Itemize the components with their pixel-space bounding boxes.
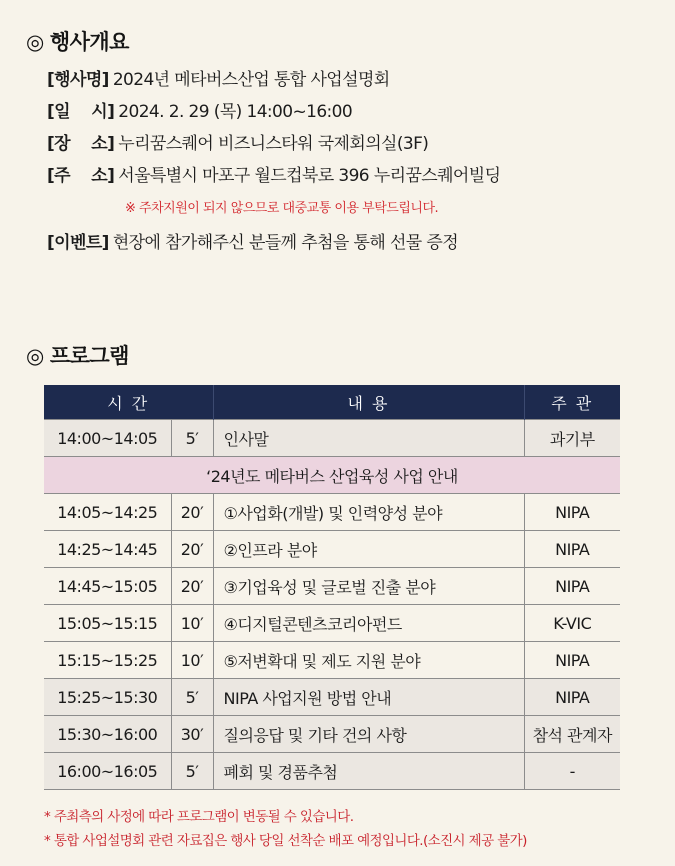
info-row-event-name (47, 65, 390, 90)
row-duration: 10′ (171, 642, 213, 679)
table-row (44, 494, 620, 531)
row-duration: 20′ (171, 568, 213, 605)
header-host: 주 관 (524, 385, 620, 420)
program-title (26, 340, 129, 370)
row-content: ④디지털콘텐츠코리아펀드 (213, 605, 524, 642)
info-row-event (47, 228, 458, 253)
row-content: 인사말 (213, 420, 524, 457)
table-row (44, 642, 620, 679)
info-value: 2024. 2. 29 (목) 14:00~16:00 (118, 102, 353, 122)
info-row-venue (47, 129, 428, 154)
row-time: 14:45~15:05 (44, 568, 171, 605)
info-label: [주 소] (47, 166, 115, 186)
row-duration: 5′ (171, 420, 213, 457)
row-host: K-VIC (524, 605, 620, 642)
row-host: 과기부 (524, 420, 620, 457)
table-row (44, 531, 620, 568)
row-host: NIPA (524, 531, 620, 568)
bullet-icon: ◎ (26, 344, 44, 368)
info-label: [장 소] (47, 134, 115, 154)
row-duration: 5′ (171, 753, 213, 790)
row-content: ①사업화(개발) 및 인력양성 분야 (213, 494, 524, 531)
footnote-schedule-change: * 주최측의 사정에 따라 프로그램이 변동될 수 있습니다. (44, 809, 354, 825)
row-content: NIPA 사업지원 방법 안내 (213, 679, 524, 716)
overview-title (26, 26, 129, 56)
info-label: [행사명] (47, 70, 109, 90)
row-time: 15:15~15:25 (44, 642, 171, 679)
row-duration: 30′ (171, 716, 213, 753)
row-host: - (524, 753, 620, 790)
row-duration: 5′ (171, 679, 213, 716)
table-row (44, 716, 620, 753)
row-time: 15:05~15:15 (44, 605, 171, 642)
footnote-materials: * 통합 사업설명회 관련 자료집은 행사 당일 선착순 배포 예정입니다.(소진시 제공 불가) (44, 833, 527, 849)
row-host: NIPA (524, 642, 620, 679)
row-duration: 10′ (171, 605, 213, 642)
info-value: 누리꿈스퀘어 비즈니스타워 국제회의실(3F) (118, 134, 429, 154)
program-table (44, 385, 620, 790)
row-content: ②인프라 분야 (213, 531, 524, 568)
table-header-row (44, 385, 620, 420)
row-host: NIPA (524, 494, 620, 531)
info-value: 서울특별시 마포구 월드컵북로 396 누리꿈스퀘어빌딩 (118, 166, 501, 186)
row-time: 14:00~14:05 (44, 420, 171, 457)
table-row (44, 753, 620, 790)
row-duration: 20′ (171, 494, 213, 531)
row-time: 15:25~15:30 (44, 679, 171, 716)
info-label: [일 시] (47, 102, 115, 122)
row-host: NIPA (524, 679, 620, 716)
header-time: 시 간 (44, 385, 213, 420)
bullet-icon: ◎ (26, 30, 44, 54)
info-value: 2024년 메타버스산업 통합 사업설명회 (112, 70, 390, 90)
row-time: 14:25~14:45 (44, 531, 171, 568)
program-title-text: 프로그램 (49, 344, 129, 368)
table-row (44, 420, 620, 457)
section-banner: ‘24년도 메타버스 산업육성 사업 안내 (44, 457, 620, 494)
table-row (44, 679, 620, 716)
info-value: 현장에 참가해주신 분들께 추첨을 통해 선물 증정 (112, 233, 459, 253)
row-time: 16:00~16:05 (44, 753, 171, 790)
info-row-address (47, 161, 500, 186)
row-time: 14:05~14:25 (44, 494, 171, 531)
parking-notice: ※ 주차지원이 되지 않으므로 대중교통 이용 부탁드립니다. (125, 201, 439, 216)
row-content: 폐회 및 경품추첨 (213, 753, 524, 790)
header-content: 내 용 (213, 385, 524, 420)
row-duration: 20′ (171, 531, 213, 568)
info-row-datetime (47, 97, 352, 122)
table-row (44, 605, 620, 642)
section-banner-row (44, 457, 620, 494)
row-time: 15:30~16:00 (44, 716, 171, 753)
table-row (44, 568, 620, 605)
row-host: 참석 관계자 (524, 716, 620, 753)
row-content: ③기업육성 및 글로벌 진출 분야 (213, 568, 524, 605)
info-label: [이벤트] (47, 233, 109, 253)
row-content: 질의응답 및 기타 건의 사항 (213, 716, 524, 753)
overview-title-text: 행사개요 (49, 30, 129, 54)
row-host: NIPA (524, 568, 620, 605)
row-content: ⑤저변확대 및 제도 지원 분야 (213, 642, 524, 679)
